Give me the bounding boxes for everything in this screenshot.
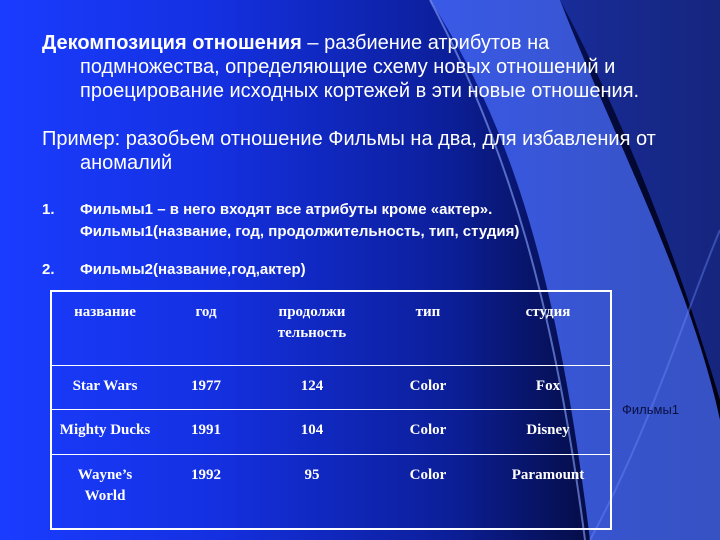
example-line-2: аномалий	[80, 152, 173, 174]
cell-type: Color	[370, 410, 486, 455]
list-item-1-line-2: Фильмы1(название, год, продолжительность, тип, студия)	[80, 223, 520, 240]
cell-length: 104	[254, 410, 370, 455]
cell-title: Mighty Ducks	[51, 410, 158, 455]
cell-type: Color	[370, 455, 486, 529]
list-number-1: 1.	[42, 201, 55, 218]
example-paragraph	[42, 127, 707, 175]
header-year: год	[158, 291, 254, 365]
table-header-row	[51, 291, 611, 365]
header-title: название	[51, 291, 158, 365]
cell-studio: Paramount	[486, 455, 611, 529]
header-length: продолжи тельность	[254, 291, 370, 365]
cell-year: 1992	[158, 455, 254, 529]
cell-year: 1977	[158, 365, 254, 410]
cell-type: Color	[370, 365, 486, 410]
list-item-2-line-1: Фильмы2(название,год,актер)	[80, 261, 306, 278]
list-number-2: 2.	[42, 261, 55, 278]
definition-line-3: проецирование исходных кортежей в эти новые отношения.	[80, 80, 640, 102]
definition-paragraph	[42, 31, 707, 103]
cell-title: Wayne’s World	[51, 455, 158, 529]
table-caption: Фильмы1	[622, 402, 680, 417]
cell-length: 124	[254, 365, 370, 410]
header-studio: студия	[486, 291, 611, 365]
table-row	[51, 410, 611, 455]
example-line-1: Пример: разобьем отношение Фильмы на два, для избавления от	[42, 128, 656, 150]
definition-line-2: подмножества, определяющие схему новых отношений и	[80, 56, 616, 78]
definition-text: – разбиение атрибутов на	[301, 32, 550, 54]
cell-length: 95	[254, 455, 370, 529]
cell-studio: Disney	[486, 410, 611, 455]
cell-year: 1991	[158, 410, 254, 455]
cell-studio: Fox	[486, 365, 611, 410]
cell-title: Star Wars	[51, 365, 158, 410]
list-item-1-line-1: Фильмы1 – в него входят все атрибуты кроме «актер».	[80, 201, 493, 218]
table-row	[51, 455, 611, 529]
header-type: тип	[370, 291, 486, 365]
films1-table	[50, 290, 612, 530]
table-row	[51, 365, 611, 410]
definition-term: Декомпозиция отношения	[42, 32, 302, 54]
